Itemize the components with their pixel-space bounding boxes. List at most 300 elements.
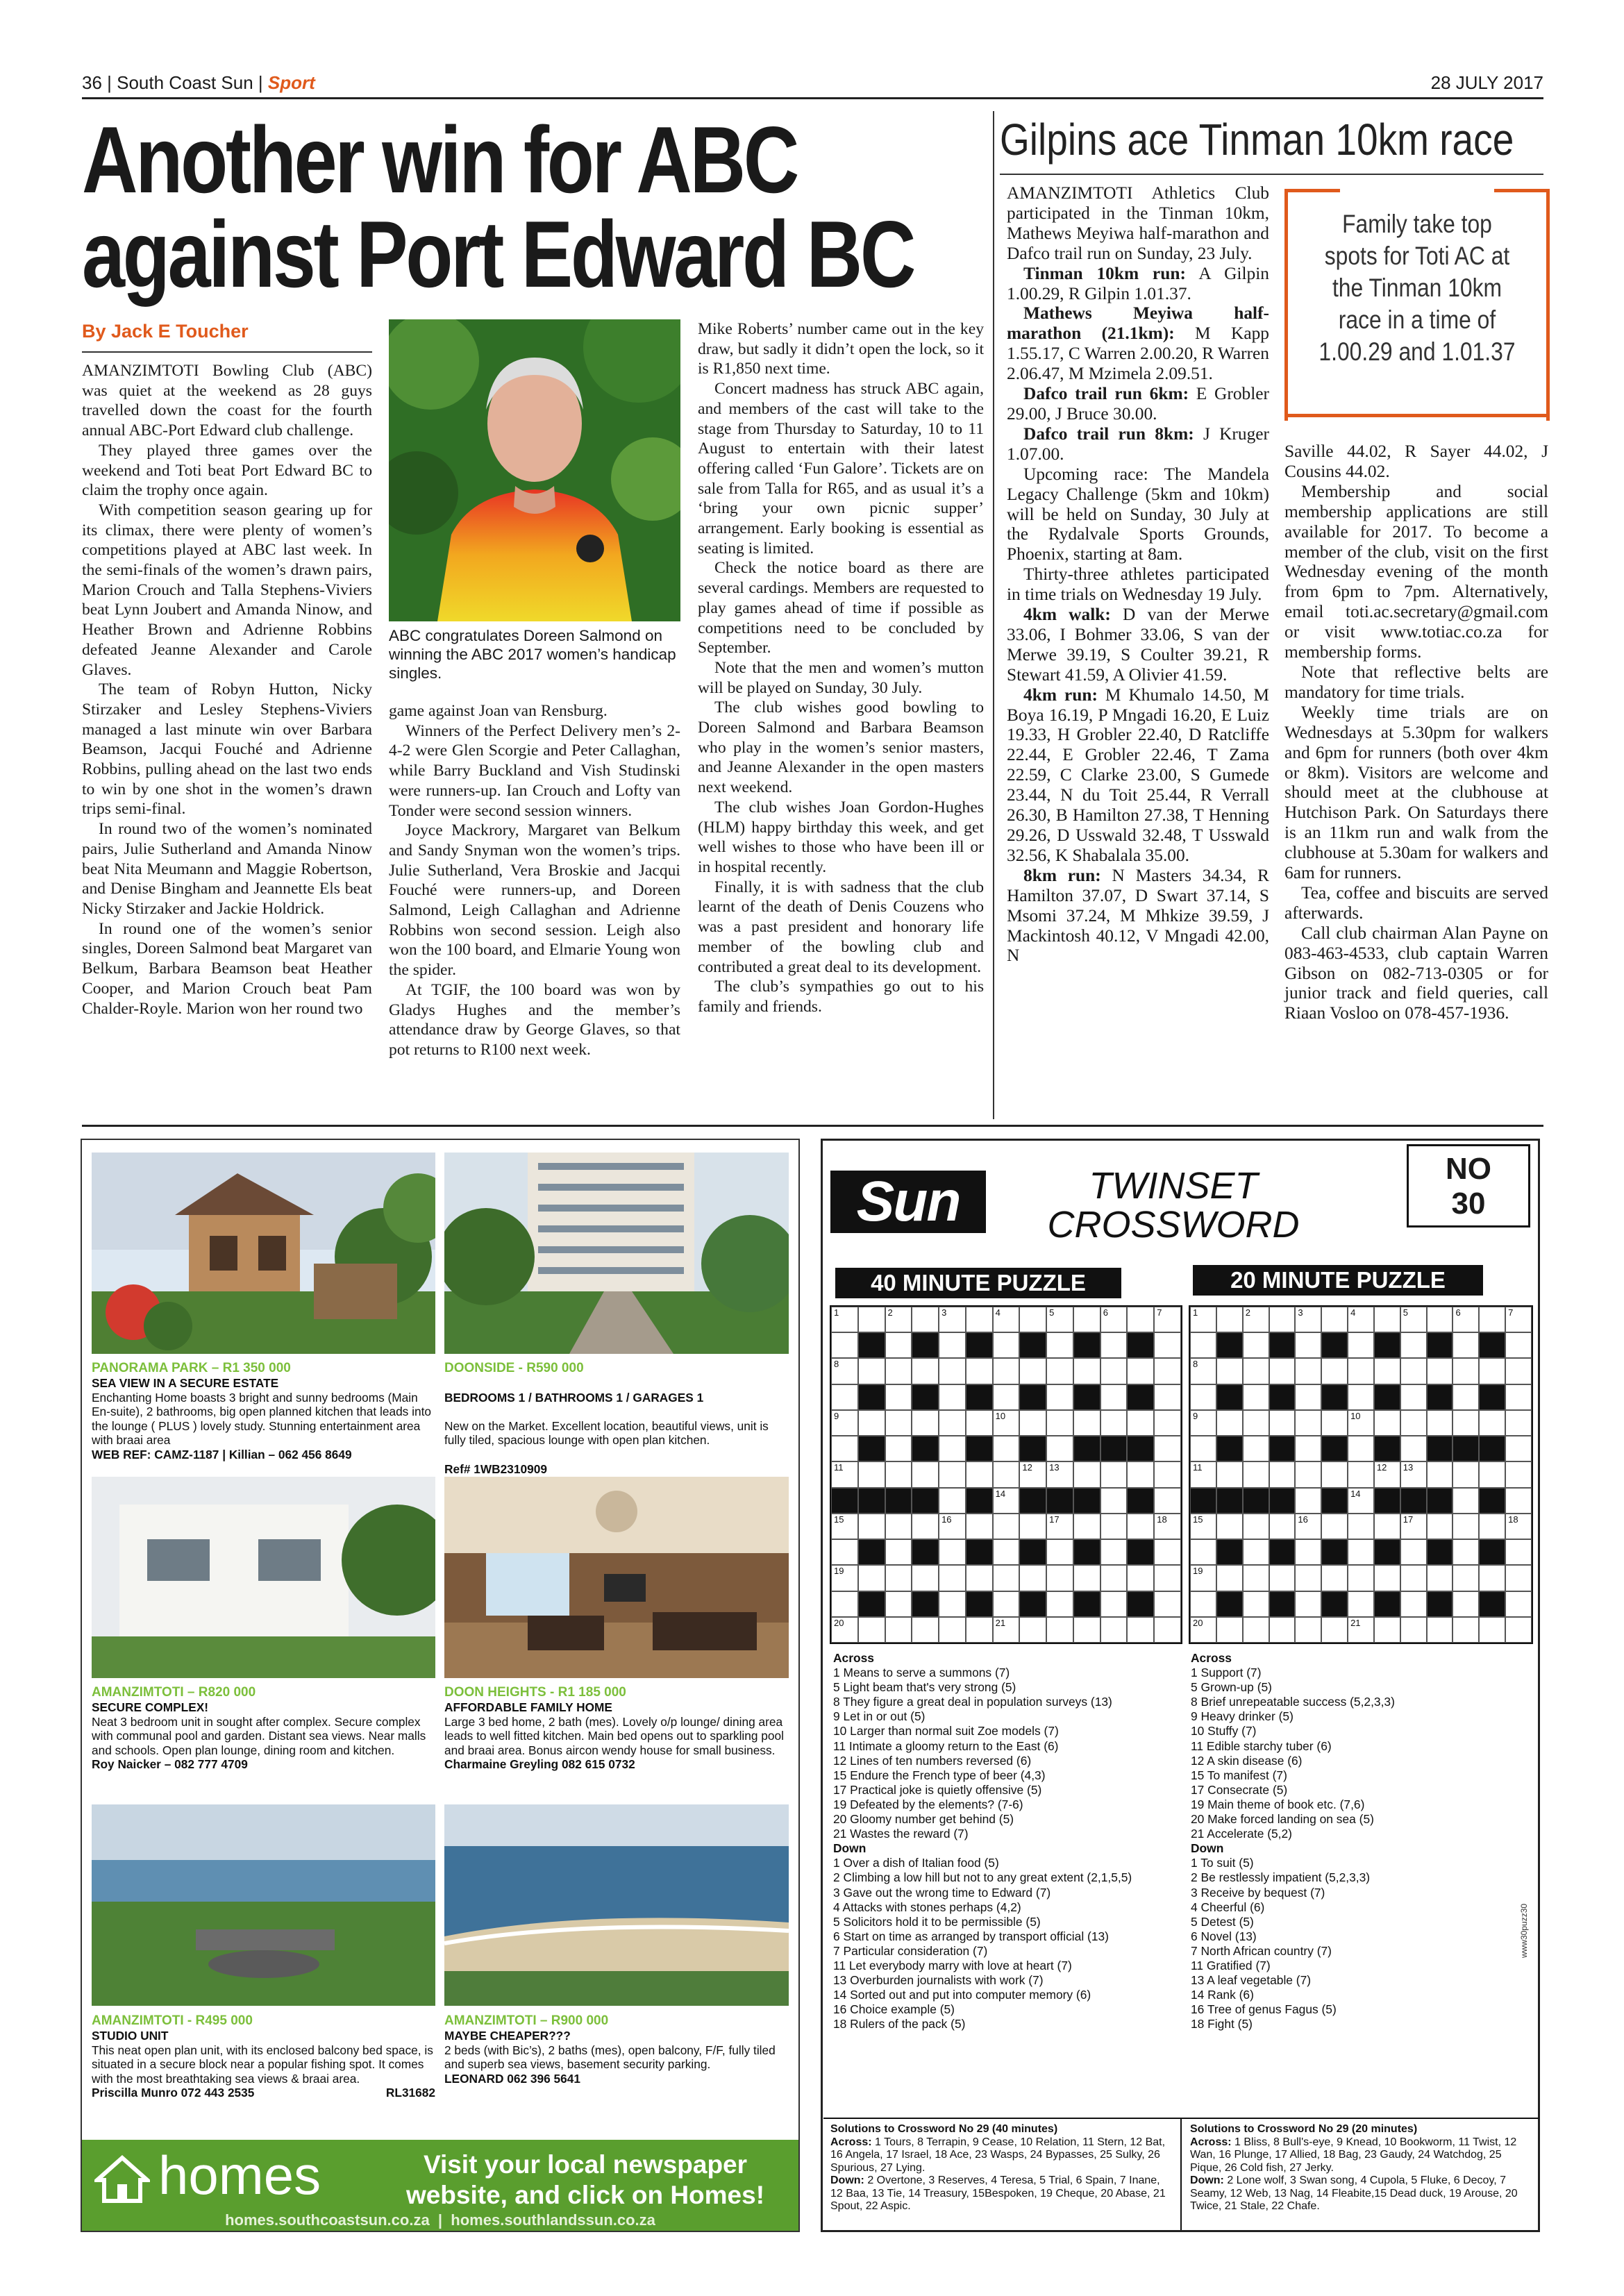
ad-2-contact[interactable]: Ref# 1WB2310909: [444, 1461, 547, 1476]
grid-cell[interactable]: [1348, 1332, 1374, 1358]
grid-cell[interactable]: [1400, 1436, 1427, 1461]
grid-cell[interactable]: 11: [1190, 1461, 1216, 1487]
grid-block: [1127, 1436, 1154, 1461]
grid-cell[interactable]: [1295, 1358, 1321, 1384]
abc-col1-paragraph: AMANZIMTOTI Bowling Club (ABC) was quiet at the weekend as 28 guys travelled down the coast for the fourth annual ABC-Port Edward club challenge.: [82, 362, 372, 440]
grid-cell[interactable]: [912, 1617, 939, 1643]
grid-cell[interactable]: [831, 1436, 858, 1461]
grid-cell[interactable]: [1453, 1461, 1479, 1487]
grid-cell[interactable]: [1127, 1617, 1154, 1643]
grid-cell[interactable]: [1321, 1358, 1348, 1384]
grid-cell[interactable]: [1295, 1591, 1321, 1617]
grid-cell[interactable]: [1019, 1358, 1046, 1384]
grid-cell[interactable]: 2: [885, 1307, 912, 1332]
grid-cell[interactable]: [1243, 1410, 1269, 1436]
grid-cell[interactable]: [1427, 1358, 1453, 1384]
grid-block: [1127, 1332, 1154, 1358]
homes-banner[interactable]: [82, 2140, 798, 2231]
ad-4-body: Large 3 bed home, 2 bath (mes). Lovely o/p lounge/ dining area leads to well fitted kitchen. Main bed opens out to sparkling pool and braai area. Bonus aircon wendy house for small business.: [444, 1714, 784, 1757]
grid-cell[interactable]: 16: [939, 1514, 966, 1539]
ad-photo-panorama-park[interactable]: [92, 1153, 435, 1354]
grid-cell[interactable]: [1269, 1514, 1296, 1539]
grid-20-minute[interactable]: [1189, 1305, 1533, 1644]
grid-cell[interactable]: 21: [993, 1617, 1020, 1643]
grid-cell[interactable]: [912, 1514, 939, 1539]
grid-cell[interactable]: [1505, 1539, 1532, 1565]
grid-cell[interactable]: [831, 1332, 858, 1358]
grid-cell[interactable]: 20: [831, 1617, 858, 1643]
grid-cell[interactable]: [858, 1410, 885, 1436]
grid-cell[interactable]: [1400, 1358, 1427, 1384]
grid-cell[interactable]: [1505, 1565, 1532, 1591]
grid-cell[interactable]: [939, 1488, 966, 1514]
grid-cell[interactable]: [1295, 1617, 1321, 1643]
grid-cell[interactable]: 14: [993, 1488, 1020, 1514]
homes-advert[interactable]: [81, 1139, 800, 2232]
grid-cell[interactable]: [1100, 1358, 1128, 1384]
grid-cell[interactable]: 10: [993, 1410, 1020, 1436]
ad-4-contact[interactable]: Charmaine Greyling 082 615 0732: [444, 1757, 635, 1772]
grid-cell[interactable]: [885, 1332, 912, 1358]
grid-cell[interactable]: [1269, 1307, 1296, 1332]
grid-cell[interactable]: [1216, 1514, 1243, 1539]
grid-cell[interactable]: [858, 1565, 885, 1591]
gilpins-col2-paragraph: Note that reflective belts are mandatory for time trials.: [1284, 662, 1548, 702]
grid-cell[interactable]: [1046, 1617, 1073, 1643]
grid-cell[interactable]: [1505, 1591, 1532, 1617]
grid-cell[interactable]: [1100, 1384, 1128, 1410]
grid-cell[interactable]: [1216, 1461, 1243, 1487]
grid-cell[interactable]: [1100, 1617, 1128, 1643]
grid-cell[interactable]: [1216, 1358, 1243, 1384]
grid-cell[interactable]: [993, 1358, 1020, 1384]
grid-cell[interactable]: [1154, 1384, 1181, 1410]
grid-cell[interactable]: [1374, 1307, 1400, 1332]
grid-cell[interactable]: [912, 1461, 939, 1487]
ad-photo-amanzimtoti-900[interactable]: [444, 1804, 789, 2006]
grid-cell[interactable]: [1400, 1565, 1427, 1591]
grid-cell[interactable]: [1154, 1591, 1181, 1617]
grid-cell[interactable]: [1427, 1565, 1453, 1591]
grid-cell[interactable]: [1154, 1358, 1181, 1384]
grid-cell[interactable]: 6: [1100, 1307, 1128, 1332]
grid-cell[interactable]: [1321, 1565, 1348, 1591]
grid-cell[interactable]: [1127, 1307, 1154, 1332]
grid-cell[interactable]: [939, 1332, 966, 1358]
grid-cell[interactable]: [885, 1358, 912, 1384]
grid-cell[interactable]: [966, 1410, 993, 1436]
grid-cell[interactable]: 6: [1453, 1307, 1479, 1332]
grid-cell[interactable]: [858, 1358, 885, 1384]
grid-cell[interactable]: [939, 1410, 966, 1436]
grid-cell[interactable]: [1127, 1461, 1154, 1487]
grid-cell[interactable]: [1400, 1617, 1427, 1643]
grid-cell[interactable]: [966, 1461, 993, 1487]
ad-photo-amanzimtoti-495[interactable]: [92, 1804, 435, 2006]
grid-cell[interactable]: [1100, 1514, 1128, 1539]
grid-cell[interactable]: [1453, 1565, 1479, 1591]
grid-cell[interactable]: [1505, 1488, 1532, 1514]
grid-cell[interactable]: [1505, 1358, 1532, 1384]
clues-40-across-title: Across: [833, 1651, 874, 1665]
grid-cell[interactable]: [1243, 1461, 1269, 1487]
grid-cell[interactable]: [1479, 1617, 1505, 1643]
grid-cell[interactable]: 1: [831, 1307, 858, 1332]
grid-cell[interactable]: [1100, 1488, 1128, 1514]
grid-cell[interactable]: 12: [1019, 1461, 1046, 1487]
homes-cta[interactable]: [380, 2150, 790, 2211]
grid-cell[interactable]: [1374, 1565, 1400, 1591]
grid-cell[interactable]: [1100, 1410, 1128, 1436]
grid-cell[interactable]: [1073, 1307, 1100, 1332]
grid-cell[interactable]: 4: [1348, 1307, 1374, 1332]
grid-cell[interactable]: [993, 1514, 1020, 1539]
grid-cell[interactable]: 17: [1400, 1514, 1427, 1539]
grid-cell[interactable]: [1321, 1617, 1348, 1643]
grid-cell[interactable]: [1453, 1358, 1479, 1384]
ad-1-title[interactable]: PANORAMA PARK – R1 350 000: [92, 1361, 291, 1375]
grid-cell[interactable]: [1453, 1488, 1479, 1514]
grid-cell[interactable]: [1100, 1332, 1128, 1358]
grid-cell[interactable]: 10: [1348, 1410, 1374, 1436]
grid-cell[interactable]: [1269, 1410, 1296, 1436]
grid-cell[interactable]: 3: [939, 1307, 966, 1332]
grid-cell[interactable]: [1073, 1410, 1100, 1436]
grid-cell[interactable]: [1046, 1591, 1073, 1617]
grid-cell[interactable]: [1190, 1591, 1216, 1617]
grid-cell[interactable]: [1295, 1410, 1321, 1436]
grid-cell[interactable]: [1100, 1539, 1128, 1565]
grid-cell[interactable]: [1348, 1358, 1374, 1384]
grid-cell[interactable]: [885, 1410, 912, 1436]
grid-cell[interactable]: [1427, 1410, 1453, 1436]
grid-cell[interactable]: [1154, 1461, 1181, 1487]
grid-cell[interactable]: [1046, 1539, 1073, 1565]
grid-cell[interactable]: [1046, 1358, 1073, 1384]
clues-20-across-title: Across: [1191, 1651, 1232, 1665]
abc-col2-paragraph: game against Joan van Rensburg.: [389, 702, 608, 720]
grid-cell[interactable]: [885, 1461, 912, 1487]
grid-cell[interactable]: [1127, 1514, 1154, 1539]
grid-cell[interactable]: [1374, 1514, 1400, 1539]
grid-block: [1269, 1539, 1296, 1565]
grid-cell[interactable]: [939, 1384, 966, 1410]
grid-cell[interactable]: [1295, 1436, 1321, 1461]
grid-cell[interactable]: [1243, 1565, 1269, 1591]
grid-cell[interactable]: 19: [1190, 1565, 1216, 1591]
grid-cell[interactable]: [1295, 1461, 1321, 1487]
grid-cell[interactable]: [1453, 1384, 1479, 1410]
grid-cell[interactable]: [1321, 1307, 1348, 1332]
grid-cell[interactable]: [1154, 1436, 1181, 1461]
grid-cell[interactable]: [1453, 1332, 1479, 1358]
folio-section[interactable]: Sport: [267, 72, 315, 93]
grid-cell[interactable]: [1269, 1461, 1296, 1487]
grid-cell[interactable]: [1154, 1539, 1181, 1565]
grid-cell[interactable]: [993, 1384, 1020, 1410]
grid-cell[interactable]: [939, 1358, 966, 1384]
grid-cell[interactable]: [993, 1565, 1020, 1591]
grid-cell[interactable]: 5: [1400, 1307, 1427, 1332]
grid-cell[interactable]: [1453, 1617, 1479, 1643]
sol-40-down: 2 Overtone, 3 Reserves, 4 Teresa, 5 Trial, 6 Spain, 7 Inane, 12 Baa, 13 Tie, 14 Treasury, 15Bespoken, 19 Cheque, 20 Abase, 21 Spout, 22 Aspic.: [830, 2175, 1166, 2212]
grid-cell[interactable]: 14: [1348, 1488, 1374, 1514]
grid-cell[interactable]: 12: [1374, 1461, 1400, 1487]
grid-cell[interactable]: [1453, 1539, 1479, 1565]
grid-cell[interactable]: [1400, 1591, 1427, 1617]
grid-cell[interactable]: [1019, 1565, 1046, 1591]
grid-cell[interactable]: [1374, 1358, 1400, 1384]
grid-cell[interactable]: [1019, 1307, 1046, 1332]
grid-cell[interactable]: [1046, 1410, 1073, 1436]
grid-cell[interactable]: [1154, 1332, 1181, 1358]
grid-cell[interactable]: [1505, 1461, 1532, 1487]
grid-cell[interactable]: [1154, 1488, 1181, 1514]
grid-cell[interactable]: [1427, 1461, 1453, 1487]
grid-cell[interactable]: [1269, 1358, 1296, 1384]
across-20-clue: 15 To manifest (7): [1191, 1768, 1287, 1782]
grid-cell[interactable]: [831, 1539, 858, 1565]
grid-cell[interactable]: [885, 1384, 912, 1410]
grid-cell[interactable]: [1505, 1410, 1532, 1436]
grid-cell[interactable]: [1216, 1410, 1243, 1436]
grid-cell[interactable]: [1046, 1384, 1073, 1410]
grid-cell[interactable]: 3: [1295, 1307, 1321, 1332]
grid-cell[interactable]: [1505, 1332, 1532, 1358]
grid-cell[interactable]: [1295, 1565, 1321, 1591]
grid-cell[interactable]: [1348, 1514, 1374, 1539]
grid-cell[interactable]: [885, 1617, 912, 1643]
grid-cell[interactable]: [1348, 1539, 1374, 1565]
grid-cell[interactable]: [1295, 1539, 1321, 1565]
grid-cell[interactable]: [1019, 1410, 1046, 1436]
grid-cell[interactable]: [1243, 1514, 1269, 1539]
grid-cell[interactable]: [1243, 1539, 1269, 1565]
grid-cell[interactable]: [1190, 1332, 1216, 1358]
grid-cell[interactable]: [1190, 1384, 1216, 1410]
grid-cell[interactable]: 16: [1295, 1514, 1321, 1539]
grid-cell[interactable]: 18: [1505, 1514, 1532, 1539]
grid-cell[interactable]: [1100, 1461, 1128, 1487]
grid-cell[interactable]: [912, 1358, 939, 1384]
grid-cell[interactable]: [1154, 1565, 1181, 1591]
grid-cell[interactable]: [1127, 1410, 1154, 1436]
grid-cell[interactable]: 7: [1154, 1307, 1181, 1332]
grid-cell[interactable]: 9: [831, 1410, 858, 1436]
grid-cell[interactable]: [1295, 1384, 1321, 1410]
grid-cell[interactable]: [1321, 1514, 1348, 1539]
grid-cell[interactable]: [858, 1307, 885, 1332]
grid-cell[interactable]: 8: [1190, 1358, 1216, 1384]
homes-urls[interactable]: homes.southcoastsun.co.za | homes.southlandssun.co.za: [225, 2211, 655, 2229]
grid-cell[interactable]: [1400, 1384, 1427, 1410]
grid-cell[interactable]: [966, 1307, 993, 1332]
clues-40-down: [833, 1856, 1180, 2031]
grid-cell[interactable]: 9: [1190, 1410, 1216, 1436]
grid-cell[interactable]: [966, 1358, 993, 1384]
grid-cell[interactable]: [1269, 1565, 1296, 1591]
grid-cell[interactable]: [1348, 1436, 1374, 1461]
grid-cell[interactable]: [1127, 1565, 1154, 1591]
grid-cell[interactable]: 1: [1190, 1307, 1216, 1332]
folio-date: 28 JULY 2017: [1430, 72, 1543, 93]
grid-cell[interactable]: [1505, 1617, 1532, 1643]
grid-cell[interactable]: [1348, 1565, 1374, 1591]
grid-cell[interactable]: [993, 1332, 1020, 1358]
grid-cell[interactable]: [1453, 1410, 1479, 1436]
grid-cell[interactable]: [1019, 1617, 1046, 1643]
grid-cell[interactable]: [1073, 1617, 1100, 1643]
gilpins-col2-paragraph: Tea, coffee and biscuits are served afterwards.: [1284, 882, 1548, 923]
grid-cell[interactable]: [831, 1384, 858, 1410]
grid-cell[interactable]: [939, 1565, 966, 1591]
grid-cell[interactable]: [912, 1565, 939, 1591]
grid-cell[interactable]: [993, 1436, 1020, 1461]
ad-photo-amanzimtoti-820[interactable]: [92, 1477, 435, 1678]
grid-cell[interactable]: [1348, 1461, 1374, 1487]
ad-5-contact[interactable]: Priscilla Munro 072 443 2535: [92, 2086, 255, 2100]
grid-cell[interactable]: [966, 1617, 993, 1643]
grid-cell[interactable]: [966, 1565, 993, 1591]
grid-cell[interactable]: [1427, 1617, 1453, 1643]
grid-cell[interactable]: [1295, 1332, 1321, 1358]
grid-cell[interactable]: [858, 1617, 885, 1643]
grid-cell[interactable]: [1243, 1332, 1269, 1358]
ad-photo-doon-heights[interactable]: [444, 1477, 789, 1678]
grid-cell[interactable]: [1374, 1617, 1400, 1643]
grid-cell[interactable]: [885, 1436, 912, 1461]
grid-cell[interactable]: [1400, 1410, 1427, 1436]
grid-cell[interactable]: 21: [1348, 1617, 1374, 1643]
grid-cell[interactable]: [1400, 1539, 1427, 1565]
grid-cell[interactable]: [1100, 1591, 1128, 1617]
grid-cell[interactable]: [885, 1514, 912, 1539]
grid-cell[interactable]: [1073, 1358, 1100, 1384]
grid-cell[interactable]: [1453, 1591, 1479, 1617]
grid-cell[interactable]: [1154, 1410, 1181, 1436]
grid-cell[interactable]: [993, 1539, 1020, 1565]
grid-cell[interactable]: [1479, 1565, 1505, 1591]
grid-cell[interactable]: [939, 1461, 966, 1487]
grid-cell[interactable]: [1321, 1410, 1348, 1436]
grid-cell[interactable]: [1321, 1461, 1348, 1487]
grid-cell[interactable]: [1243, 1384, 1269, 1410]
grid-cell[interactable]: [858, 1461, 885, 1487]
grid-cell[interactable]: [1100, 1565, 1128, 1591]
homes-logo[interactable]: homes: [158, 2145, 321, 2206]
grid-cell[interactable]: [1505, 1384, 1532, 1410]
grid-cell[interactable]: [1479, 1461, 1505, 1487]
grid-cell[interactable]: [1505, 1436, 1532, 1461]
grid-cell[interactable]: 7: [1505, 1307, 1532, 1332]
grid-block: [1073, 1591, 1100, 1617]
grid-cell[interactable]: [939, 1539, 966, 1565]
grid-cell[interactable]: 4: [993, 1307, 1020, 1332]
ad-1-contact[interactable]: WEB REF: CAMZ-1187 | Killian – 062 456 8649: [92, 1447, 352, 1461]
grid-cell[interactable]: [1427, 1514, 1453, 1539]
grid-cell[interactable]: [1243, 1591, 1269, 1617]
grid-cell[interactable]: [858, 1514, 885, 1539]
grid-cell[interactable]: [1073, 1514, 1100, 1539]
grid-cell[interactable]: 11: [831, 1461, 858, 1487]
grid-cell[interactable]: [1295, 1488, 1321, 1514]
ad-6-contact[interactable]: LEONARD 062 396 5641: [444, 2071, 580, 2086]
grid-cell[interactable]: [993, 1591, 1020, 1617]
grid-cell[interactable]: [1190, 1436, 1216, 1461]
grid-cell[interactable]: [1479, 1307, 1505, 1332]
ad-3-title[interactable]: AMANZIMTOTI – R820 000: [92, 1685, 256, 1700]
grid-cell[interactable]: 5: [1046, 1307, 1073, 1332]
grid-cell[interactable]: [1400, 1332, 1427, 1358]
grid-cell[interactable]: [1269, 1617, 1296, 1643]
grid-cell[interactable]: [1243, 1436, 1269, 1461]
grid-cell[interactable]: [939, 1591, 966, 1617]
grid-cell[interactable]: 19: [831, 1565, 858, 1591]
grid-cell[interactable]: [885, 1565, 912, 1591]
grid-cell[interactable]: [1154, 1617, 1181, 1643]
grid-cell[interactable]: [1479, 1514, 1505, 1539]
grid-cell[interactable]: [1216, 1565, 1243, 1591]
grid-cell[interactable]: [831, 1591, 858, 1617]
grid-cell[interactable]: [1046, 1436, 1073, 1461]
grid-cell[interactable]: 2: [1243, 1307, 1269, 1332]
ad-6-title[interactable]: AMANZIMTOTI – R900 000: [444, 2013, 609, 2028]
ad-3-contact[interactable]: Roy Naicker – 082 777 4709: [92, 1757, 248, 1772]
grid-cell[interactable]: [1479, 1358, 1505, 1384]
ad-1-text: [92, 1376, 435, 1462]
grid-cell[interactable]: [1374, 1410, 1400, 1436]
grid-cell[interactable]: [1046, 1332, 1073, 1358]
grid-cell[interactable]: [1073, 1565, 1100, 1591]
grid-cell[interactable]: [885, 1539, 912, 1565]
grid-cell[interactable]: [912, 1410, 939, 1436]
grid-cell[interactable]: 15: [831, 1514, 858, 1539]
grid-cell[interactable]: [912, 1307, 939, 1332]
grid-cell[interactable]: [1453, 1514, 1479, 1539]
grid-cell[interactable]: 17: [1046, 1514, 1073, 1539]
grid-cell[interactable]: [1216, 1617, 1243, 1643]
grid-cell[interactable]: [1073, 1461, 1100, 1487]
grid-cell[interactable]: [1348, 1384, 1374, 1410]
grid-cell[interactable]: [1046, 1565, 1073, 1591]
ad-5-title[interactable]: AMANZIMTOTI - R495 000: [92, 2013, 253, 2028]
grid-cell[interactable]: [939, 1617, 966, 1643]
ad-2-title[interactable]: DOONSIDE - R590 000: [444, 1361, 584, 1375]
grid-cell[interactable]: 8: [831, 1358, 858, 1384]
grid-cell[interactable]: [1243, 1358, 1269, 1384]
grid-cell[interactable]: [1427, 1307, 1453, 1332]
grid-40-minute[interactable]: [830, 1305, 1182, 1644]
grid-cell[interactable]: 13: [1400, 1461, 1427, 1487]
grid-cell[interactable]: [1348, 1591, 1374, 1617]
grid-cell[interactable]: [993, 1461, 1020, 1487]
grid-cell[interactable]: [1216, 1307, 1243, 1332]
grid-cell[interactable]: [1019, 1514, 1046, 1539]
grid-cell[interactable]: 20: [1190, 1617, 1216, 1643]
grid-cell[interactable]: [1479, 1410, 1505, 1436]
ad-photo-doonside[interactable]: [444, 1153, 789, 1354]
grid-cell[interactable]: [939, 1436, 966, 1461]
grid-cell[interactable]: [1243, 1617, 1269, 1643]
ad-4-title[interactable]: DOON HEIGHTS - R1 185 000: [444, 1685, 626, 1700]
grid-cell[interactable]: [1127, 1358, 1154, 1384]
grid-cell[interactable]: 18: [1154, 1514, 1181, 1539]
grid-cell[interactable]: 15: [1190, 1514, 1216, 1539]
grid-cell[interactable]: [966, 1514, 993, 1539]
grid-cell[interactable]: [1190, 1539, 1216, 1565]
grid-cell[interactable]: [885, 1591, 912, 1617]
grid-cell[interactable]: 13: [1046, 1461, 1073, 1487]
